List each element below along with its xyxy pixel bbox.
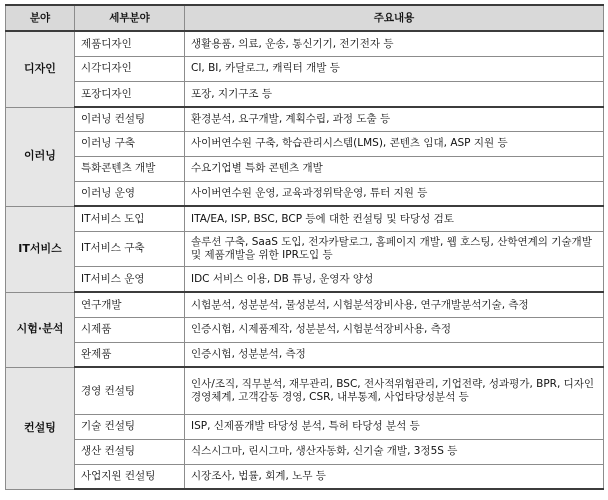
subcategory-cell: 연구개발 — [75, 292, 185, 317]
content-cell: 시장조사, 법률, 회계, 노무 등 — [185, 464, 604, 489]
subcategory-cell: 이러닝 구축 — [75, 131, 185, 156]
content-cell: 포장, 지기구조 등 — [185, 81, 604, 107]
subcategory-cell: 특화콘텐츠 개발 — [75, 156, 185, 181]
category-elearning: 이러닝 — [6, 107, 75, 206]
category-testing-analysis: 시험·분석 — [6, 292, 75, 367]
content-cell: ITA/EA, ISP, BSC, BCP 등에 대한 컨설팅 및 타당성 검토 — [185, 206, 604, 231]
subcategory-cell: 경영 컨설팅 — [75, 367, 185, 414]
content-cell: 인증시험, 성분분석, 측정 — [185, 342, 604, 367]
header-category: 분야 — [6, 5, 75, 31]
category-consulting: 컨설팅 — [6, 367, 75, 489]
table-row — [6, 56, 604, 81]
table-row — [6, 439, 604, 464]
header-content: 주요내용 — [185, 5, 604, 31]
content-cell: 솔루션 구축, SaaS 도입, 전자카탈로그, 홈페이지 개발, 웹 호스팅, 산학연계의 기술개발 및 제품개발을 위한 IPR도입 등 — [185, 231, 604, 266]
content-cell: 식스시그마, 린시그마, 생산자동화, 신기술 개발, 3정5S 등 — [185, 439, 604, 464]
content-cell: 시험분석, 성분분석, 물성분석, 시험분석장비사용, 연구개발분석기술, 측정 — [185, 292, 604, 317]
table-row — [6, 81, 604, 107]
subcategory-cell: 시각디자인 — [75, 56, 185, 81]
content-cell: 환경분석, 요구개발, 계획수립, 과정 도출 등 — [185, 107, 604, 131]
content-cell: 수요기업별 특화 콘텐츠 개발 — [185, 156, 604, 181]
table-row — [6, 231, 604, 266]
content-cell: IDC 서비스 이용, DB 튜닝, 운영자 양성 — [185, 266, 604, 292]
subcategory-cell: 제품디자인 — [75, 31, 185, 56]
table-row — [6, 292, 604, 317]
content-cell: CI, BI, 카달로그, 캐릭터 개발 등 — [185, 56, 604, 81]
content-cell: ISP, 신제품개발 타당성 분석, 특허 타당성 분석 등 — [185, 414, 604, 439]
subcategory-cell: IT서비스 도입 — [75, 206, 185, 231]
subcategory-cell: 생산 컨설팅 — [75, 439, 185, 464]
table-row — [6, 317, 604, 342]
content-cell: 인증시험, 시제품제작, 성분분석, 시험분석장비사용, 측정 — [185, 317, 604, 342]
table-row — [6, 206, 604, 231]
table-row — [6, 342, 604, 367]
table-row — [6, 107, 604, 131]
table-row — [6, 464, 604, 489]
table-row — [6, 156, 604, 181]
header-subcategory: 세부분야 — [75, 5, 185, 31]
subcategory-cell: 이러닝 컨설팅 — [75, 107, 185, 131]
subcategory-cell: IT서비스 구축 — [75, 231, 185, 266]
table-row — [6, 414, 604, 439]
table-row — [6, 181, 604, 206]
content-cell: 인사/조직, 직무분석, 재무관리, BSC, 전사적위험관리, 기업전략, 성과평가, BPR, 디자인경영체계, 고객감동 경영, CSR, 내부통제, 사업타당성분석 등 — [185, 367, 604, 414]
category-it-service: IT서비스 — [6, 206, 75, 292]
subcategory-cell: 사업지원 컨설팅 — [75, 464, 185, 489]
subcategory-cell: 기술 컨설팅 — [75, 414, 185, 439]
subcategory-cell: 시제품 — [75, 317, 185, 342]
content-cell: 사이버연수원 운영, 교육과정위탁운영, 튜터 지원 등 — [185, 181, 604, 206]
subcategory-cell: 완제품 — [75, 342, 185, 367]
table-row — [6, 266, 604, 292]
subcategory-cell: 이러닝 운영 — [75, 181, 185, 206]
content-cell: 사이버연수원 구축, 학습관리시스템(LMS), 콘텐츠 임대, ASP 지원 등 — [185, 131, 604, 156]
category-design: 디자인 — [6, 31, 75, 107]
content-cell: 생활용품, 의료, 운송, 통신기기, 전기전자 등 — [185, 31, 604, 56]
subcategory-cell: 포장디자인 — [75, 81, 185, 107]
subcategory-cell: IT서비스 운영 — [75, 266, 185, 292]
table-row — [6, 367, 604, 414]
table-row — [6, 131, 604, 156]
header-row — [6, 5, 604, 31]
table-row — [6, 31, 604, 56]
service-table — [5, 4, 604, 490]
